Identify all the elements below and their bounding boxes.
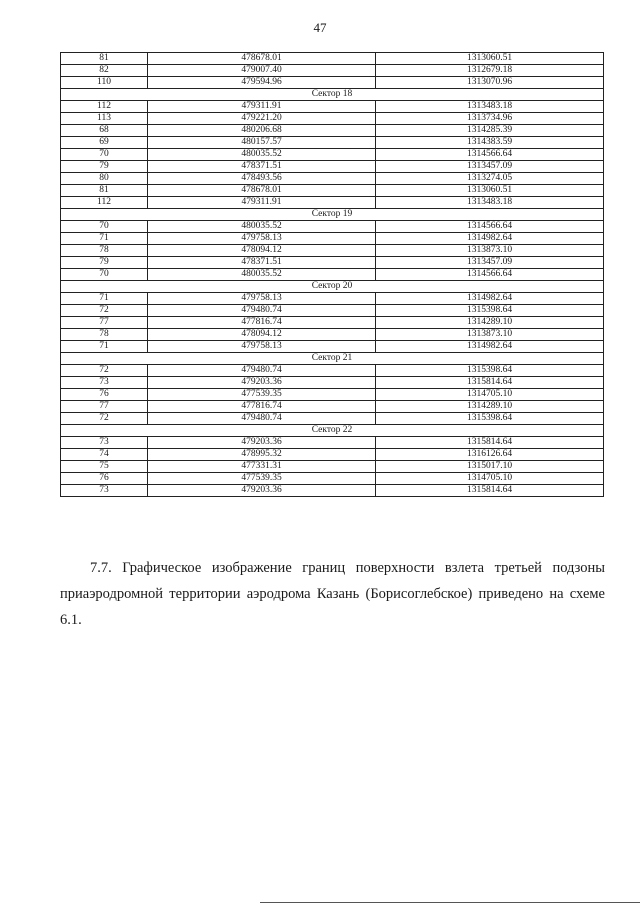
x-coordinate-cell: 479758.13 <box>148 341 376 353</box>
table-row <box>61 305 604 317</box>
x-coordinate-cell: 480035.52 <box>148 221 376 233</box>
x-coordinate-cell: 478094.12 <box>148 245 376 257</box>
table-row <box>61 317 604 329</box>
table-row <box>61 257 604 269</box>
table-row <box>61 437 604 449</box>
point-number-cell: 112 <box>61 101 148 113</box>
table-row <box>61 113 604 125</box>
x-coordinate-cell: 479311.91 <box>148 197 376 209</box>
x-coordinate-cell: 478995.32 <box>148 449 376 461</box>
x-coordinate-cell: 479480.74 <box>148 413 376 425</box>
sector-header-row <box>61 281 604 293</box>
point-number-cell: 110 <box>61 77 148 89</box>
coordinates-table-body <box>61 53 604 497</box>
point-number-cell: 112 <box>61 197 148 209</box>
y-coordinate-cell: 1314982.64 <box>376 293 604 305</box>
y-coordinate-cell: 1314289.10 <box>376 401 604 413</box>
table-row <box>61 149 604 161</box>
x-coordinate-cell: 478493.56 <box>148 173 376 185</box>
x-coordinate-cell: 479203.36 <box>148 485 376 497</box>
y-coordinate-cell: 1313873.10 <box>376 245 604 257</box>
y-coordinate-cell: 1315017.10 <box>376 461 604 473</box>
sector-label: Сектор 19 <box>61 209 604 221</box>
table-row <box>61 173 604 185</box>
y-coordinate-cell: 1315398.64 <box>376 305 604 317</box>
table-row <box>61 197 604 209</box>
y-coordinate-cell: 1313734.96 <box>376 113 604 125</box>
point-number-cell: 81 <box>61 53 148 65</box>
table-row <box>61 269 604 281</box>
table-row <box>61 125 604 137</box>
y-coordinate-cell: 1313060.51 <box>376 185 604 197</box>
x-coordinate-cell: 479480.74 <box>148 365 376 377</box>
point-number-cell: 72 <box>61 413 148 425</box>
y-coordinate-cell: 1314566.64 <box>376 221 604 233</box>
point-number-cell: 78 <box>61 245 148 257</box>
y-coordinate-cell: 1313274.05 <box>376 173 604 185</box>
x-coordinate-cell: 478371.51 <box>148 161 376 173</box>
y-coordinate-cell: 1314982.64 <box>376 233 604 245</box>
paragraph-7-7: 7.7. Графическое изображение границ поверхности взлета третьей подзоны приаэродромной территории аэродрома Казань (Борисоглебское) приведено на схеме 6.1. <box>60 560 605 628</box>
x-coordinate-cell: 477539.35 <box>148 473 376 485</box>
point-number-cell: 73 <box>61 437 148 449</box>
point-number-cell: 113 <box>61 113 148 125</box>
y-coordinate-cell: 1314566.64 <box>376 149 604 161</box>
table-row <box>61 413 604 425</box>
point-number-cell: 76 <box>61 473 148 485</box>
y-coordinate-cell: 1314566.64 <box>376 269 604 281</box>
y-coordinate-cell: 1313483.18 <box>376 197 604 209</box>
sector-label: Сектор 21 <box>61 353 604 365</box>
table-row <box>61 161 604 173</box>
page-bottom-rule <box>260 902 640 903</box>
sector-label: Сектор 20 <box>61 281 604 293</box>
x-coordinate-cell: 479203.36 <box>148 437 376 449</box>
y-coordinate-cell: 1314285.39 <box>376 125 604 137</box>
point-number-cell: 78 <box>61 329 148 341</box>
point-number-cell: 79 <box>61 161 148 173</box>
point-number-cell: 71 <box>61 233 148 245</box>
table-row <box>61 449 604 461</box>
point-number-cell: 73 <box>61 377 148 389</box>
y-coordinate-cell: 1313060.51 <box>376 53 604 65</box>
y-coordinate-cell: 1314383.59 <box>376 137 604 149</box>
x-coordinate-cell: 479594.96 <box>148 77 376 89</box>
table-row <box>61 77 604 89</box>
point-number-cell: 70 <box>61 149 148 161</box>
point-number-cell: 72 <box>61 365 148 377</box>
table-row <box>61 341 604 353</box>
sector-header-row <box>61 425 604 437</box>
y-coordinate-cell: 1313457.09 <box>376 257 604 269</box>
point-number-cell: 72 <box>61 305 148 317</box>
y-coordinate-cell: 1313873.10 <box>376 329 604 341</box>
y-coordinate-cell: 1314289.10 <box>376 317 604 329</box>
point-number-cell: 71 <box>61 341 148 353</box>
table-row <box>61 185 604 197</box>
y-coordinate-cell: 1315398.64 <box>376 413 604 425</box>
coordinates-table <box>60 52 604 497</box>
y-coordinate-cell: 1315398.64 <box>376 365 604 377</box>
point-number-cell: 69 <box>61 137 148 149</box>
x-coordinate-cell: 479480.74 <box>148 305 376 317</box>
table-row <box>61 221 604 233</box>
point-number-cell: 71 <box>61 293 148 305</box>
sector-header-row <box>61 353 604 365</box>
x-coordinate-cell: 479203.36 <box>148 377 376 389</box>
table-row <box>61 401 604 413</box>
point-number-cell: 76 <box>61 389 148 401</box>
x-coordinate-cell: 479758.13 <box>148 293 376 305</box>
table-row <box>61 53 604 65</box>
table-row <box>61 233 604 245</box>
point-number-cell: 74 <box>61 449 148 461</box>
sector-header-row <box>61 89 604 101</box>
point-number-cell: 73 <box>61 485 148 497</box>
y-coordinate-cell: 1313483.18 <box>376 101 604 113</box>
x-coordinate-cell: 479007.40 <box>148 65 376 77</box>
y-coordinate-cell: 1312679.18 <box>376 65 604 77</box>
table-row <box>61 101 604 113</box>
point-number-cell: 75 <box>61 461 148 473</box>
table-row <box>61 293 604 305</box>
x-coordinate-cell: 477539.35 <box>148 389 376 401</box>
table-row <box>61 329 604 341</box>
point-number-cell: 68 <box>61 125 148 137</box>
point-number-cell: 82 <box>61 65 148 77</box>
x-coordinate-cell: 480157.57 <box>148 137 376 149</box>
x-coordinate-cell: 480035.52 <box>148 149 376 161</box>
table-row <box>61 485 604 497</box>
x-coordinate-cell: 479758.13 <box>148 233 376 245</box>
table-row <box>61 461 604 473</box>
y-coordinate-cell: 1313457.09 <box>376 161 604 173</box>
table-row <box>61 473 604 485</box>
page-number: 47 <box>313 20 327 35</box>
point-number-cell: 81 <box>61 185 148 197</box>
sector-header-row <box>61 209 604 221</box>
x-coordinate-cell: 478371.51 <box>148 257 376 269</box>
y-coordinate-cell: 1316126.64 <box>376 449 604 461</box>
point-number-cell: 79 <box>61 257 148 269</box>
table-row <box>61 365 604 377</box>
table-row <box>61 389 604 401</box>
sector-label: Сектор 18 <box>61 89 604 101</box>
point-number-cell: 80 <box>61 173 148 185</box>
sector-label: Сектор 22 <box>61 425 604 437</box>
table-row <box>61 137 604 149</box>
x-coordinate-cell: 480035.52 <box>148 269 376 281</box>
table-row <box>61 245 604 257</box>
y-coordinate-cell: 1315814.64 <box>376 377 604 389</box>
point-number-cell: 77 <box>61 401 148 413</box>
point-number-cell: 77 <box>61 317 148 329</box>
y-coordinate-cell: 1314705.10 <box>376 389 604 401</box>
point-number-cell: 70 <box>61 221 148 233</box>
x-coordinate-cell: 477816.74 <box>148 317 376 329</box>
y-coordinate-cell: 1315814.64 <box>376 485 604 497</box>
x-coordinate-cell: 479221.20 <box>148 113 376 125</box>
y-coordinate-cell: 1314982.64 <box>376 341 604 353</box>
x-coordinate-cell: 478094.12 <box>148 329 376 341</box>
y-coordinate-cell: 1315814.64 <box>376 437 604 449</box>
table-row <box>61 65 604 77</box>
y-coordinate-cell: 1313070.96 <box>376 77 604 89</box>
x-coordinate-cell: 478678.01 <box>148 53 376 65</box>
y-coordinate-cell: 1314705.10 <box>376 473 604 485</box>
table-row <box>61 377 604 389</box>
x-coordinate-cell: 477816.74 <box>148 401 376 413</box>
x-coordinate-cell: 480206.68 <box>148 125 376 137</box>
x-coordinate-cell: 479311.91 <box>148 101 376 113</box>
x-coordinate-cell: 477331.31 <box>148 461 376 473</box>
x-coordinate-cell: 478678.01 <box>148 185 376 197</box>
point-number-cell: 70 <box>61 269 148 281</box>
